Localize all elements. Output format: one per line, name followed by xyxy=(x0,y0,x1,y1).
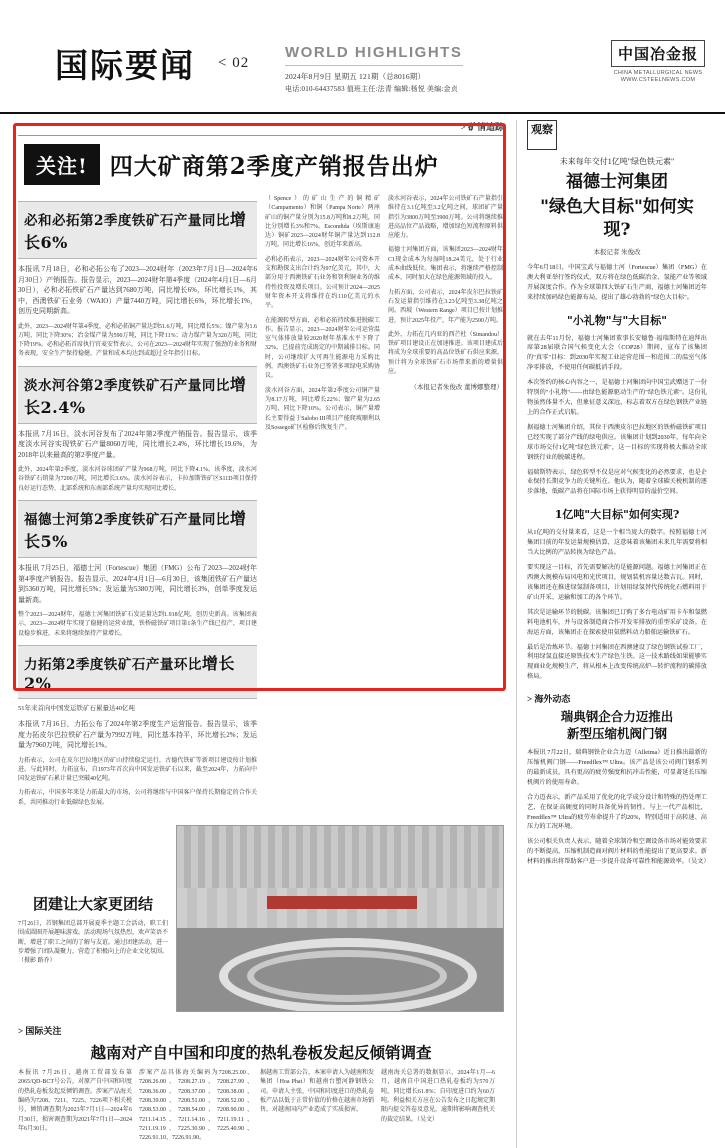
article-lead-vale: 本报讯 7月16日，淡水河谷发布了2024年第2季度产销报告。报告显示，该季度淡水河谷实现铁矿石产量8060万吨，同比增长2.4%，环比增长19.6%，为2018年以来最高的第2季度产量。 xyxy=(18,429,257,459)
logo-website: WWW.CSTEELNEWS.COM xyxy=(620,77,696,83)
continuation-para: 在能源转型方面，必和必拓持续推进脱碳工作。报告显示，2023—2024财年公司运营温室气体排放量较2020财年基准水平下降了32%，已提前完成既定的中期减排目标。同时，公司继续扩大可再生能源电力采购比例，西澳铁矿石业务已签署多项绿电采购协议。 xyxy=(265,317,380,380)
article-body-riotinto: 力拓表示，公司在皮尔巴拉地区的矿山持续稳定运行，古德代铁矿等新项目建设按计划推进。与此同时，力拓宣布，自1973年首次向中国发运铁矿石以来，截至2024年，力拓向中国发运铁矿石累计量已突破40亿吨。 xyxy=(18,757,257,783)
photo-caption-text: 7月26日，首钢集团总部开展夏季主题工会活动，职工们围成圆圈开展趣味游戏。活动现场气氛热烈，欢声笑语不断，增进了职工之间的了解与友谊。通过团建活动，进一步增强了团队凝聚力，营造了积极向上的企业文化氛围。（摄影 路乔） xyxy=(18,921,169,965)
right-lead: 今年6月18日，中国宝武与福德士河（Fortescue）集团（FMG）在澳大利亚举行签约仪式，双方将在绿色低碳冶金、氢能产业等领域开展深度合作。作为全球第四大铁矿石生产商，福德士河集团近年来持续加码绿色能源布局，提出了雄心勃勃的"绿色大目标"。 xyxy=(527,263,707,301)
photo-people-ring-inner xyxy=(247,950,447,1002)
logo-english: CHINA METALLURGICAL NEWS xyxy=(613,70,703,76)
masthead xyxy=(0,0,725,114)
right-subhead-2: 1亿吨"大目标"如何实现? xyxy=(554,508,680,522)
right-title-line2: "绿色大目标"如何实现? xyxy=(540,196,694,240)
bottom-col xyxy=(18,1069,132,1148)
overseas-headline-line1: 瑞典钢企合力迈推出 xyxy=(560,709,674,725)
article-body-vale: 此外，2024年第2季度，淡水河谷球团矿产量为968万吨，同比下降4.1%。该季度，淡水河谷铁矿石销量为7200万吨，同比增长3.6%。淡水河谷表示，卡拉加斯铁矿区S11D项目保持良好运行态势，北部系统和东南部系统产量均实现同比增长。 xyxy=(18,467,257,492)
subhead-riotinto-extra: 51年来首向中国发运铁矿石累量达40亿吨 xyxy=(18,704,135,712)
page-number: < 02 xyxy=(218,55,250,71)
article-grid xyxy=(18,195,504,813)
bottom-para: 涉案产品具体海关编码为7208.25.00、7208.26.00、7208.27.19、7208.27.99、7208.36.00、7208.37.00、7208.38.00、7208.39.00、7208.51.00、7208.52.00、7208.53.00、7208.54.00、7208.90.00、7211.14.15、7211.14.16、7211.19.11、7211.19.19、7225.30.90、7225.40.90、7226.91.10、7226.91.90。 xyxy=(139,1070,253,1142)
article-stack xyxy=(18,195,257,813)
continuation-col-a xyxy=(265,195,380,813)
bottom-article xyxy=(18,1024,504,1148)
article-body-bhp: 此外，2023—2024财年第4季度，必和必拓铜产量达到51.6万吨，同比增长5%；镍产量为1.6万吨，同比下降30%；冶金煤产量为590万吨，同比下降11%；动力煤产量为320万吨，同比下降19%。必和必拓首席执行官麦安哲表示，公司在2023—2024财年实现了强劲的业务和财务表现，安全生产保持稳健，产量和成本均达到或超过全年指引目标。 xyxy=(18,323,257,358)
team-building-photo xyxy=(176,825,504,1012)
right-para: 最后是冶炼环节。福德士河集团在西澳建设了绿色钢铁试验工厂，利用绿氢直接还原铁技术生产绿色生铁。这一技术路线如果能够实现商业化规模生产，将从根本上改变传统高炉—转炉流程的碳排放格局。 xyxy=(527,643,707,681)
continuation-para: 必和必拓表示，2023—2024财年公司资本开支和勘探支出合计约为97亿美元，其中，大部分用于西澳铁矿石业务和智利铜业务的维持性投资及增长项目。公司预计2024—2025财年资本开支将维持在约110亿美元的水平。 xyxy=(265,256,380,310)
page-title: 国际要闻 xyxy=(55,46,195,85)
observation-badge: 观察 xyxy=(527,120,557,150)
photo-caption xyxy=(18,825,168,1012)
continuation-para: 淡水河谷方面，2024年第2季度公司铜产量为8.17万吨，同比增长22%；镍产量为2.65万吨，同比下降10%。公司表示，铜产量增长主要得益于Salobo III项目产能爬坡顺利以及Sossego矿区检修后恢复生产。 xyxy=(265,387,380,431)
focus-badge: 关注! xyxy=(24,144,100,185)
subhead-riotinto: 力拓第2季度铁矿石产量环比增长2% xyxy=(18,645,257,699)
headline-row xyxy=(24,144,504,185)
overseas-para: 合力迈表示，新产品采用了优化的化学成分设计和特殊的热处理工艺，在保证高硬度的同时具备优异的韧性。与上一代产品相比，Freedflex™ Ultra的疲劳寿命提升了约20%，特别适用于高转速、高压力的工况环境。 xyxy=(527,793,707,831)
article-lead-riotinto: 本报讯 7月16日，力拓公布了2024年第2季度生产运营报告。报告显示，该季度力拓皮尔巴拉铁矿石产量为7992万吨，同比基本持平，环比增长2%；发运量为7960万吨，同比增长1%。 xyxy=(18,720,257,750)
right-subhead-1: "小礼物"与"大目标" xyxy=(567,313,667,327)
continuation-para: 淡水河谷表示，2024年公司铁矿石产量指引维持在3.1亿吨至3.2亿吨之间，球团矿产量指引为3800万吨至3900万吨。公司将继续推进高品位产品战略，增加绿色短流程原料供应能力。 xyxy=(388,196,503,240)
overseas-para: 本报讯 7月22日，瑞典钢铁企业合力迈（Alleima）近日推出最新的压缩机阀门钢——Freedflex™ Ultra。该产品是该公司阀门钢系列的最新成员，具有更高的疲劳强度和抗冲击性能，可显著延长压缩机阀片的使用寿命。 xyxy=(527,748,707,786)
bottom-para: 越南海关总署的数据显示，2024年1月—6月，越南自中国进口热轧卷板约为570万吨，同比增长61.8%；自印度进口约为60万吨。利益相关方应在公告发布之日起规定期限内提交答卷及意见，逾期将影响调查机关的裁定结果。（吴文） xyxy=(381,1070,496,1123)
continuation-col-b xyxy=(388,195,503,813)
photo-roof xyxy=(177,826,503,888)
photo-caption-title: 团建让大家更团结 xyxy=(32,895,153,914)
subhead-bhp: 必和必拓第2季度铁矿石产量同比增长6% xyxy=(18,201,257,259)
bottom-para: 本报讯 7月26日，越南工贸部发布第2065/QD-BCT号公告，对原产自中国和印度的热轧卷板发起反倾销调查。涉案产品海关编码为7208、7211、7225、7226项下相关税号，倾销调查期为2023年7月1日—2024年6月30日，损害调查期为2021年7月1日—2024年6月30日。 xyxy=(18,1070,133,1132)
article-lead-fmg: 本报讯 7月25日，福德士河（Fortescue）集团（FMG）公布了2023—2024财年第4季度产销报告。报告显示，2024年4月1日—6月30日，该集团铁矿石产量达到5360万吨，同比增长5%；发运量为5380万吨，同比增长3%，创单季度发运量新高。 xyxy=(18,564,257,604)
right-para: 其次是运输环节的脱碳。该集团已订购了多台电动矿用卡车和氢燃料电池机车，并与设备制造商合作开发零排放的重型采矿设备。在海运方面，该集团正在探索使用氨燃料动力船舶运输铁矿石。 xyxy=(527,608,707,636)
continuation-para: 力拓方面，公司表示，2024年皮尔巴拉铁矿石发运量指引维持在3.23亿吨至3.38亿吨之间。西坡（Western Range）项目已按计划推进，预计2025年投产，年产能为2500万吨。 xyxy=(388,289,503,324)
right-para: 就在去年11月份，福德士河集团董事长安德鲁·福瑞斯特在迪拜出席第28届联合国气候变化大会（COP28）期间，宣布了该集团的"真零"目标：到2030年实现工业运营范围一和范围二的温室气体净零排放，不使用任何碳抵消手段。 xyxy=(527,334,707,372)
masthead-divider xyxy=(285,65,463,66)
right-column xyxy=(516,120,710,1148)
bottom-col xyxy=(139,1069,253,1148)
right-title-line1: 福德士河集团 xyxy=(566,172,668,192)
right-byline: 本报记者 朱俊改 xyxy=(593,248,641,256)
logo-chinese: 中国冶金报 xyxy=(611,40,705,67)
continuation-columns xyxy=(265,195,504,813)
masthead-date: 2024年8月9日 星期五 121期（总8016期） xyxy=(285,72,426,81)
right-para: 本次签约的核心内容之一，是福德士河集团向中国宝武赠送了一份特别的"小礼物"——由绿色能源驱动生产的"绿色铁元素"。这份礼物虽然体量不大，但象征意义深远，标志着双方在绿色钢铁产业链上的合作正式启航。 xyxy=(527,379,707,416)
overseas-para: 该公司相关负责人表示，随着全球制冷和空调设备市场对能效要求的不断提高，压缩机制造商对阀片材料的性能提出了更高要求。新材料的推出将帮助客户进一步提升设备可靠性和能源效率。（吴文） xyxy=(527,838,710,866)
masthead-contact: 电话:010-64437583 值班主任:法青 编辑:杨悦 美编:金贞 xyxy=(285,85,458,93)
article-byline: （本报记者朱俊改 董博娜整理） xyxy=(410,384,503,392)
photo-block xyxy=(18,825,504,1012)
main-headline: 四大矿商第2季度产销报告出炉 xyxy=(109,153,439,180)
section-tag-mining: > 矿情追踪 xyxy=(18,120,504,136)
bottom-para: 据越南工贸部公告，本案申请人为越南和发集团（Hoa Phat）和越南台塑河静钢铁公司。申请人主张，中国和印度进口的热轧卷板产品以低于正常价值的价格在越南市场销售，对越南国内产业造成了实质损害。 xyxy=(260,1070,375,1114)
photo-banner xyxy=(267,896,417,909)
bottom-col xyxy=(260,1069,374,1148)
overseas-headline-line2: 新型压缩机阀门钢 xyxy=(566,726,667,742)
right-kicker: 未来每年交付1亿吨"绿色铁元素" xyxy=(559,157,675,166)
continuation-para: 此外，力拓在几内亚的西芒杜（Simandou）铁矿项目建设正在加速推进。该项目建成后将成为全球重要的高品位铁矿石供应来源，预计将为全球铁矿石市场带来新的增量供应。 xyxy=(388,331,503,376)
left-column xyxy=(18,120,504,1148)
bottom-col xyxy=(381,1069,495,1148)
section-tag-international: > 国际关注 xyxy=(18,1026,62,1037)
right-para: 据福德士河集团介绍，其位于西澳皮尔巴拉地区的铁桥磁铁矿项目已经实现了部分产线的绿电供应。该集团计划到2030年，每年向全球市场交付1亿吨"绿色铁元素"，这一目标的实现将极大推动全球钢铁行业的脱碳进程。 xyxy=(527,423,707,461)
article-extra-riotinto: 力拓表示，中国多年来是力拓最大的市场，公司将继续与中国客户保持长期稳定的合作关系，共同推动行业低碳绿色发展。 xyxy=(18,790,257,806)
right-para: 要实现这一目标，首先需要解决的是能源问题。福德士河集团正在西澳大规模布局风电和光伏项目，规划装机容量达数吉瓦。同时，该集团还在推进绿氢制备项目，计划用绿氢替代传统化石燃料用于矿山开采、运输和加工的各个环节。 xyxy=(527,564,707,601)
bottom-article-columns xyxy=(18,1069,504,1148)
article-lead-bhp: 本报讯 7月18日，必和必拓公布了2023—2024财年（2023年7月1日—2024年6月30日）产销报告。报告显示，2023—2024财年第4季度（2024年4月1日—6月30日），必和必拓铁矿石产量达到7680万吨，同比增长6%，环比增长1%，其中，西澳铁矿石业务（WAIO）产量7440万吨，同比增长6%，环比增长1%，创历史同期新高。 xyxy=(18,265,257,315)
subhead-vale: 淡水河谷第2季度铁矿石产量同比增长2.4% xyxy=(18,366,257,424)
article-body-fmg: 整个2023—2024财年，福德士河集团铁矿石发运量达到1.918亿吨，创历史新高。该集团表示，2023—2024财年实现了稳健的运营业绩，铁桥磁铁矿项目第1条生产线已投产，项目建设稳步推进，未来将继续保持产量增长。 xyxy=(18,612,257,637)
masthead-center xyxy=(285,44,463,94)
continuation-para: 福德士河集团方面，该集团2023—2024财年C1现金成本为每湿吨18.24美元，处于行业成本曲线低位。集团表示，将继续严格控制成本，同时加大在绿色能源领域的投入。 xyxy=(388,247,503,282)
right-para: 福瑞斯特表示，绿色转型不仅是应对气候变化的必然要求，也是企业保持长期竞争力的关键所在。他认为，随着全球碳关税机制的逐步落地，低碳产品将在国际市场上获得明显的溢价空间。 xyxy=(527,468,707,496)
continuation-para: （Spence）的矿山生产的铜精矿（Campamento）和铜（Pampa Norte）两座矿山的铜产量分别为15.8万吨和8.2万吨，同比分别增长3%和7%。Escondida（埃斯康迪达）铜矿2023—2024财年铜产量达到112.8万吨，同比增长16%，创近年来新高。 xyxy=(265,196,380,249)
subhead-fmg: 福德士河第2季度铁矿石产量同比增长5% xyxy=(18,500,257,558)
bottom-headline: 越南对产自中国和印度的热轧卷板发起反倾销调查 xyxy=(90,1043,432,1063)
right-para: 从1亿吨的交付量来看，这是一个相当庞大的数字。按照福德士河集团目前的年发运量规模估算，这意味着该集团未来几年需要将相当大比例的产品转换为绿色产品。 xyxy=(527,529,707,557)
publication-logo xyxy=(611,40,705,83)
section-tag-overseas: > 海外动态 xyxy=(527,694,571,705)
masthead-english: WORLD HIGHLIGHTS xyxy=(285,44,463,61)
page-body xyxy=(0,114,725,1148)
